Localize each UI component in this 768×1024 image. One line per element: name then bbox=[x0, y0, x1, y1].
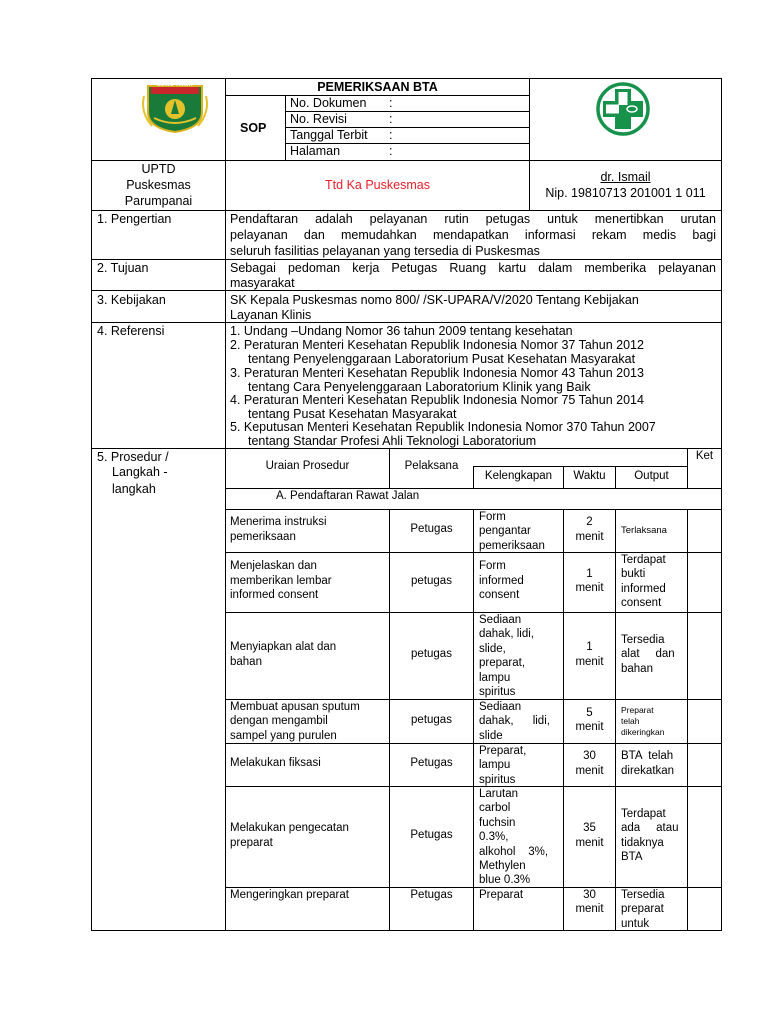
cell-output: informed bbox=[621, 582, 666, 595]
document-title: PEMERIKSAAN BTA bbox=[317, 80, 438, 94]
cell-pelaksana: petugas bbox=[411, 574, 452, 587]
cell-output: bukti bbox=[621, 568, 646, 581]
cell-kelengkapan: Sediaan bbox=[479, 614, 522, 626]
section-label: 4. Referensi bbox=[97, 324, 165, 338]
cell-waktu: menit bbox=[575, 655, 604, 668]
cell-pelaksana: Petugas bbox=[410, 889, 453, 901]
cell-output: BTA telah bbox=[621, 750, 674, 763]
doc-field-separator: : bbox=[389, 96, 393, 110]
cell-kelengkapan: preparat, bbox=[479, 657, 526, 670]
doc-field-label: No. Dokumen bbox=[290, 96, 367, 110]
cell-output: dikeringkan bbox=[621, 726, 665, 737]
cell-waktu: 35 bbox=[583, 822, 596, 835]
cell-kelengkapan: slide, bbox=[479, 642, 506, 655]
cell-uraian: Menjelaskan dan bbox=[230, 560, 317, 573]
cell-pelaksana: Petugas bbox=[410, 757, 453, 770]
cell-uraian: memberikan lembar bbox=[230, 574, 332, 587]
cell-output: tidaknya bbox=[621, 836, 664, 849]
section-line: Layanan Klinis bbox=[230, 308, 312, 322]
cell-output: bahan bbox=[621, 662, 653, 675]
cell-uraian: Melakukan pengecatan bbox=[230, 822, 349, 835]
section-label: 3. Kebijakan bbox=[97, 293, 166, 307]
signature-text: Ttd Ka Puskesmas bbox=[325, 178, 430, 192]
header-kelengkapan: Kelengkapan bbox=[484, 470, 553, 482]
cell-waktu: menit bbox=[575, 764, 604, 777]
section-label: langkah bbox=[112, 482, 156, 496]
cell-output: Preparat bbox=[621, 704, 654, 715]
cell-output: untuk bbox=[621, 917, 650, 930]
unit-line: Puskesmas bbox=[126, 178, 191, 192]
cell-kelengkapan: Form bbox=[479, 560, 506, 573]
cell-kelengkapan: pengantar bbox=[479, 525, 531, 538]
cell-kelengkapan: Form bbox=[479, 511, 506, 523]
section-line: Sebagai pedoman kerja Petugas Ruang kartu dalam memberika pelayanan bbox=[230, 261, 716, 275]
cell-kelengkapan: Larutan bbox=[479, 788, 519, 800]
cell-kelengkapan: slide bbox=[479, 729, 503, 742]
head-name: dr. Ismail bbox=[600, 170, 651, 184]
cell-kelengkapan: Preparat, bbox=[479, 745, 527, 757]
reference-item: 5. Keputusan Menteri Kesehatan Republik Indonesia Nomor 370 Tahun 2007 bbox=[230, 420, 656, 434]
cell-kelengkapan: spiritus bbox=[479, 686, 516, 698]
cell-waktu: 30 bbox=[583, 889, 596, 901]
section-label: 5. Prosedur / bbox=[97, 450, 169, 464]
cell-uraian: Menyiapkan alat dan bbox=[230, 641, 337, 654]
cell-output: alat dan bbox=[621, 648, 675, 661]
cell-waktu: menit bbox=[575, 721, 604, 733]
cell-output: Tersedia bbox=[621, 889, 665, 901]
cell-output: telah bbox=[621, 715, 640, 726]
section-label: 1. Pengertian bbox=[97, 212, 172, 226]
reference-item-cont: tentang Cara Penyelenggaraan Laboratorium Klinik yang Baik bbox=[248, 380, 591, 394]
cell-kelengkapan: Preparat bbox=[479, 889, 524, 901]
cell-uraian: sampel yang purulen bbox=[230, 729, 337, 742]
cell-kelengkapan: dahak, lidi, bbox=[479, 715, 550, 728]
header-output: Output bbox=[634, 470, 669, 482]
cell-output: Terdapat bbox=[621, 554, 666, 566]
cell-uraian: Melakukan fiksasi bbox=[230, 757, 321, 770]
procedure-group-title: A. Pendaftaran Rawat Jalan bbox=[276, 490, 420, 502]
puskesmas-logo bbox=[594, 80, 652, 138]
cell-uraian: Mengeringkan preparat bbox=[230, 889, 349, 901]
doc-field-label: No. Revisi bbox=[290, 112, 347, 126]
cell-uraian: dengan mengambil bbox=[230, 715, 328, 728]
cell-kelengkapan: carbol bbox=[479, 802, 511, 815]
reference-item-cont: tentang Standar Profesi Ahli Teknologi Laboratorium bbox=[248, 434, 537, 448]
unit-line: UPTD bbox=[141, 162, 176, 176]
cell-uraian: bahan bbox=[230, 655, 262, 668]
doc-field-separator: : bbox=[389, 112, 393, 126]
cell-kelengkapan: pemeriksaan bbox=[479, 539, 545, 552]
cell-kelengkapan: fuchsin bbox=[479, 816, 516, 829]
reference-item-cont: tentang Pusat Kesehatan Masyarakat bbox=[248, 407, 457, 421]
cell-pelaksana: petugas bbox=[411, 648, 452, 661]
unit-line: Parumpanai bbox=[124, 194, 193, 208]
cell-kelengkapan: dahak, lidi, bbox=[479, 628, 534, 641]
doc-field-label: Tanggal Terbit bbox=[290, 128, 368, 142]
cell-waktu: 2 bbox=[586, 516, 593, 529]
cell-output: direkatkan bbox=[621, 764, 675, 777]
cell-output: BTA bbox=[621, 850, 643, 863]
reference-item: 2. Peraturan Menteri Kesehatan Republik Indonesia Nomor 37 Tahun 2012 bbox=[230, 338, 644, 352]
section-line: Pendaftaran adalah pelayanan rutin petugas untuk menertibkan urutan bbox=[230, 212, 716, 226]
cell-output: ada atau bbox=[621, 822, 679, 835]
cell-output: Tersedia bbox=[621, 633, 665, 646]
doc-field-separator: : bbox=[389, 128, 393, 142]
cell-kelengkapan: lampu bbox=[479, 671, 511, 684]
cell-kelengkapan: Sediaan bbox=[479, 701, 522, 713]
cell-waktu: menit bbox=[575, 836, 604, 849]
regency-emblem-logo bbox=[138, 82, 212, 134]
head-nip: Nip. 19810713 201001 1 011 bbox=[545, 186, 706, 200]
header-ket: Ket bbox=[695, 450, 714, 462]
cell-kelengkapan: 0.3%, bbox=[479, 831, 509, 844]
cell-kelengkapan: spiritus bbox=[479, 773, 516, 786]
header-uraian: Uraian Prosedur bbox=[265, 460, 350, 472]
section-line: pelayanan dan memudahkan mendapatkan informasi rekam medis bagi bbox=[230, 228, 716, 242]
doc-field-label: Halaman bbox=[290, 144, 341, 158]
header-pelaksana: Pelaksana bbox=[404, 460, 459, 472]
cell-output: Terlaksana bbox=[621, 525, 667, 536]
cell-waktu: menit bbox=[575, 582, 604, 594]
reference-item-cont: tentang Penyelenggaraan Laboratorium Pusat Kesehatan Masyarakat bbox=[248, 352, 636, 366]
cell-uraian: preparat bbox=[230, 836, 273, 849]
header-waktu: Waktu bbox=[573, 470, 606, 482]
cell-waktu: 1 bbox=[586, 567, 593, 580]
reference-item: 4. Peraturan Menteri Kesehatan Republik Indonesia Nomor 75 Tahun 2014 bbox=[230, 393, 644, 407]
cell-pelaksana: Petugas bbox=[410, 829, 453, 842]
cell-kelengkapan: informed bbox=[479, 574, 524, 587]
cell-kelengkapan: alkohol 3%, bbox=[479, 845, 549, 858]
reference-item: 3. Peraturan Menteri Kesehatan Republik Indonesia Nomor 43 Tahun 2013 bbox=[230, 366, 644, 380]
cell-pelaksana: petugas bbox=[411, 713, 452, 726]
cell-kelengkapan: blue 0.3% bbox=[479, 874, 531, 887]
cell-output: preparat bbox=[621, 903, 664, 916]
cell-waktu: menit bbox=[575, 530, 604, 543]
emblem-lettering: LUWU TIMUR bbox=[157, 82, 193, 88]
cell-output: Terdapat bbox=[621, 807, 666, 820]
section-line: masyarakat bbox=[230, 276, 295, 290]
cell-uraian: Menerima instruksi bbox=[230, 516, 327, 529]
cell-kelengkapan: lampu bbox=[479, 759, 511, 772]
section-line: seluruh fasilitias pelayanan yang tersedia di Puskesmas bbox=[230, 244, 540, 258]
cell-waktu: 5 bbox=[586, 706, 593, 719]
cell-uraian: pemeriksaan bbox=[230, 530, 296, 543]
cell-waktu: 30 bbox=[583, 750, 596, 763]
cell-kelengkapan: consent bbox=[479, 589, 520, 602]
sop-label: SOP bbox=[240, 121, 267, 135]
cell-pelaksana: Petugas bbox=[410, 523, 453, 536]
section-label: 2. Tujuan bbox=[97, 261, 149, 275]
cell-waktu: menit bbox=[575, 903, 604, 916]
cell-uraian: Membuat apusan sputum bbox=[230, 701, 360, 713]
cell-uraian: informed consent bbox=[230, 589, 319, 602]
cell-output: consent bbox=[621, 597, 662, 610]
doc-field-separator: : bbox=[389, 144, 393, 158]
cell-waktu: 1 bbox=[586, 641, 593, 654]
reference-item: 1. Undang –Undang Nomor 36 tahun 2009 tentang kesehatan bbox=[230, 324, 573, 338]
cell-kelengkapan: Methylen bbox=[479, 860, 526, 872]
section-line: SK Kepala Puskesmas nomo 800/ /SK-UPARA/V/2020 Tentang Kebijakan bbox=[230, 293, 639, 307]
section-label: Langkah - bbox=[112, 465, 168, 479]
